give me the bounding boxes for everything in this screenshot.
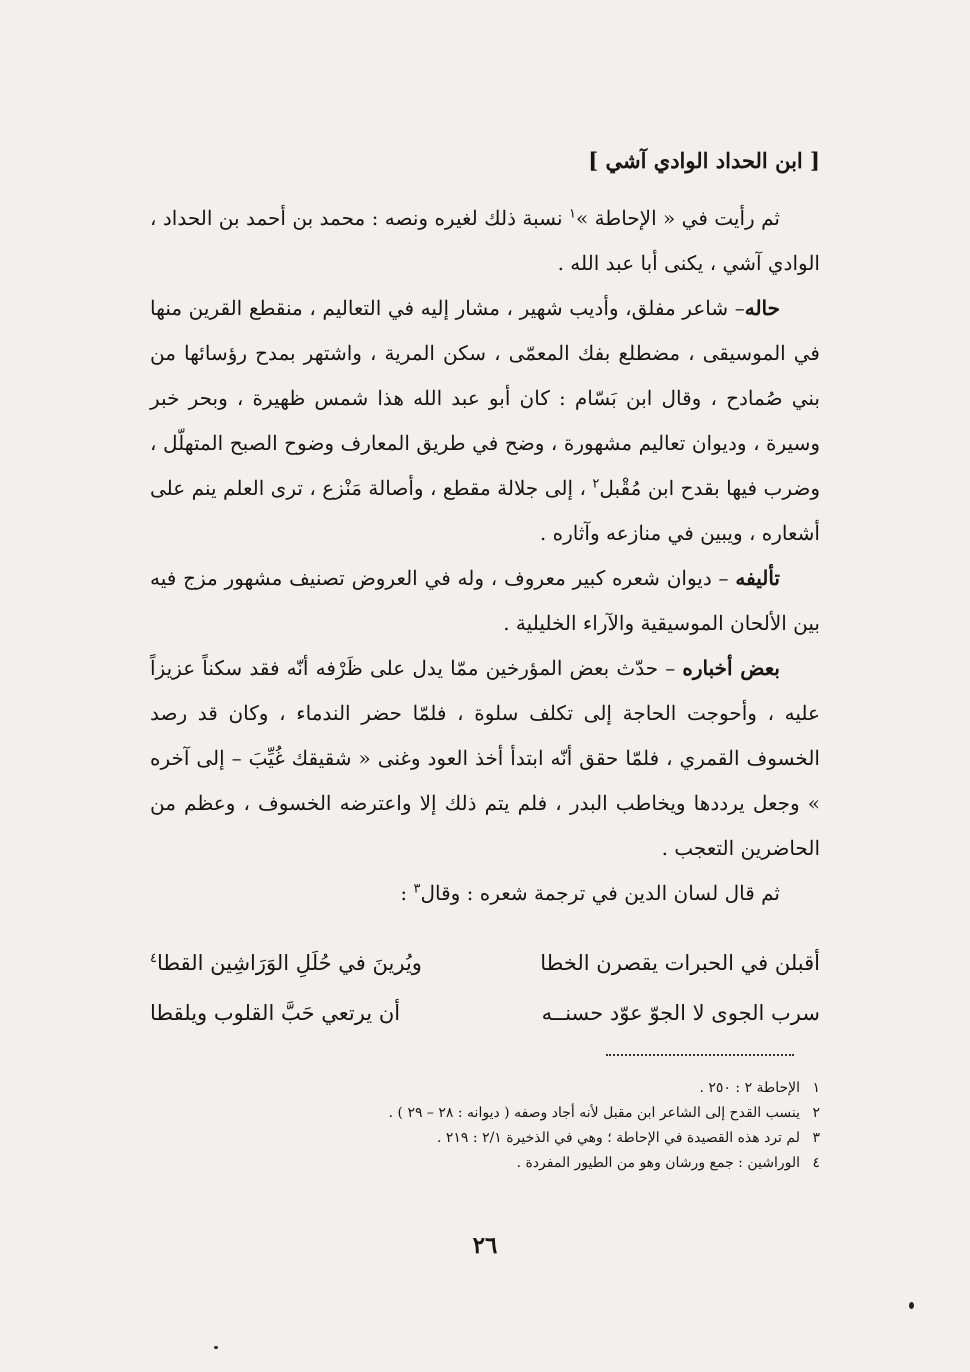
paragraph-text: – ديوان شعره كبير معروف ، وله في العروض تصنيف مشهور مزج فيه بين الألحان الموسيقية والآراء الخليلية . — [150, 566, 820, 635]
paragraph-text: ، إلى جلالة مقطع ، وأصالة مَنْزع ، ترى العلم ينم على أشعاره ، ويبين في منازعه وآثاره . — [150, 476, 820, 545]
paragraph-text: – حدّث بعض المؤرخين ممّا يدل على ظَرْفه أنّه فقد سكناً عزيزاً عليه ، وأحوجت الحاجة إلى تكلف سلوة ، فلمّا حضر الندماء ، وكان قد رصد الخسوف القمري ، فلمّا حقق أنّه ابتدأ أخذ العود وغنى « شقيقك غُيِّبَ – إلى آخره » وجعل يرددها ويخاطب البدر ، فلم يتم ذلك إلا واعترضه الخسوف ، وعظم من الحاضرين التعجب . — [150, 656, 820, 860]
footnote-number: ١ — [812, 1080, 820, 1096]
paragraph-text: ثم رأيت في « الإحاطة » — [575, 206, 780, 230]
footnote-separator — [606, 1054, 794, 1056]
verse-line — [150, 988, 820, 1038]
footnote-ref: ١ — [568, 206, 576, 222]
page-number: ٢٦ — [472, 1232, 498, 1259]
paragraph-works — [150, 556, 820, 646]
intro-text: ثم قال لسان الدين في ترجمة شعره : وقال — [420, 881, 780, 905]
paragraph-text: نسبة ذلك لغيره ونصه : محمد بن أحمد بن الحداد ، الوادي آشي ، يكنى أبا عبد الله . — [150, 206, 820, 275]
verse-second-hemistich: أن يرتعي حَبَّ القلوب ويلقطا — [150, 1001, 401, 1025]
footnote-number: ٢ — [812, 1105, 820, 1121]
verse-second-hemistich — [150, 938, 490, 988]
poem — [150, 938, 820, 1038]
footnote — [150, 1101, 820, 1126]
footnote — [150, 1151, 820, 1176]
paragraph-biography — [150, 286, 820, 556]
footnote-number: ٤ — [812, 1155, 820, 1171]
verse-first-hemistich: أقبلن في الحبرات يقصرن الخطا — [540, 951, 820, 975]
footnote-text: لم ترد هذه القصيدة في الإحاطة ؛ وهي في الذخيرة ٢/١ : ٢١٩ . — [436, 1130, 800, 1146]
section-lead: بعض أخباره — [682, 656, 781, 680]
footnote-ref: ٣ — [413, 881, 421, 897]
paragraph-source-note — [150, 196, 820, 286]
footnote-text: ينسب القدح إلى الشاعر ابن مقبل لأنه أجاد وصفه ( ديوانه : ٢٨ – ٢٩ ) . — [388, 1105, 800, 1121]
ink-speck — [909, 1302, 914, 1309]
intro-text: : — [400, 881, 414, 905]
section-lead: تأليفه — [735, 566, 780, 590]
footnote-text: الإحاطة ٢ : ٢٥٠ . — [699, 1080, 800, 1096]
paragraph-anecdotes — [150, 646, 820, 871]
verse-line — [150, 938, 820, 988]
ink-speck — [214, 1346, 218, 1349]
footnote — [150, 1126, 820, 1151]
footnote-ref: ٢ — [592, 476, 600, 492]
footnote-text: الوراشين : جمع ورشان وهو من الطيور المفردة . — [516, 1155, 800, 1171]
footnote-number: ٣ — [812, 1130, 820, 1146]
section-lead: حاله — [744, 296, 781, 320]
running-header: [ ابن الحداد الوادي آشي ] — [588, 148, 820, 173]
main-text — [150, 196, 820, 916]
hemistich-text: ويُرينَ في حُلَلِ الوَرَاشِين القطا — [156, 951, 422, 975]
verse-first-hemistich: سرب الجوى لا الجوّ عوّد حسنــه — [541, 1001, 820, 1025]
footnote-ref: ٤ — [150, 951, 157, 966]
paragraph-text: – شاعر مفلق، وأديب شهير ، مشار إليه في التعاليم ، منقطع القرين منها في الموسيقى ، مضطلع بفك المعمّى ، سكن المرية ، واشتهر بمدح رؤسائها من بني صُمادح ، وقال ابن بَسّام : كان أبو عبد الله هذا شمس ظهيرة ، وبحر خبر وسيرة ، وديوان تعاليم مشهورة ، وضح في طريق المعارف وضوح الصبح المتهلّل ، وضرب فيها بقدح ابن مُقْبل — [150, 296, 820, 500]
footnotes — [150, 1076, 820, 1176]
footnote — [150, 1076, 820, 1101]
verse-intro — [150, 871, 820, 916]
